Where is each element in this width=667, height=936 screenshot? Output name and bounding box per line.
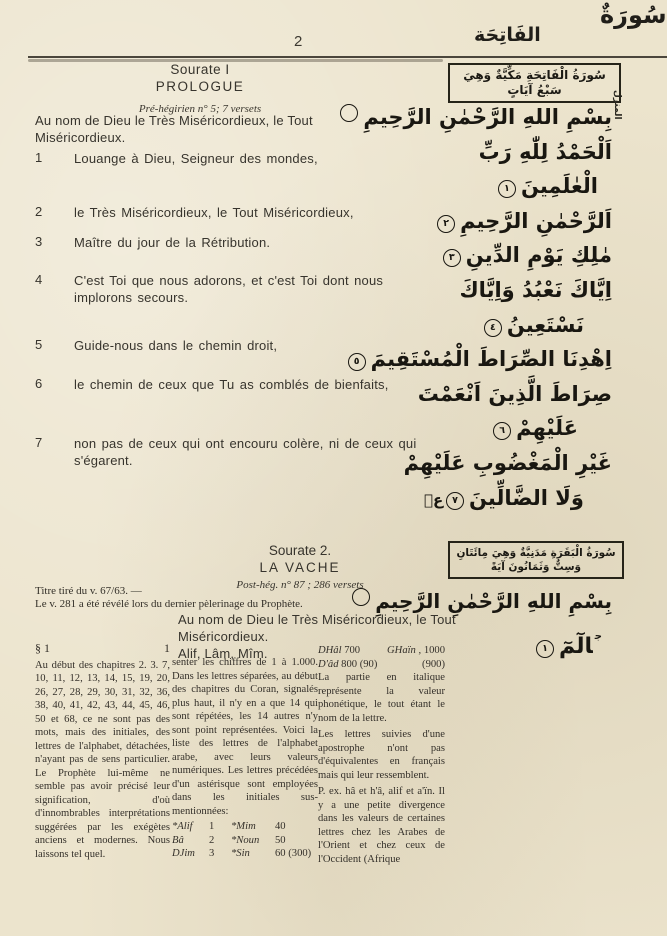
section-number: 1 xyxy=(164,641,170,655)
sourate2-basmala-fr: Au nom de Dieu le Très Miséricordieux, le Tout Miséricordieux. xyxy=(178,612,456,644)
quran-line-text: اِيَّاكَ نَعْبُدُ وَاِيَّاكَ xyxy=(459,277,612,302)
quran-line-text: صِرَاطَ الَّذِينَ اَنْعَمْتَ xyxy=(417,381,612,406)
sourate2-subtitle: LA VACHE xyxy=(259,560,341,575)
sourate2-arabic-header-box: سُورَةُ الْبَقَرَةِ مَدَنِيَّةٌ وَهِيَ مِائَتَانِ وَسِتٌّ وَثَمَانُونَ آيَةً xyxy=(448,541,624,579)
quran-line xyxy=(353,342,612,377)
quran-line-text: اَلْحَمْدُ لِلّٰهِ رَبِّ xyxy=(478,139,612,164)
verse-text: le Très Miséricordieux, le Tout Miséricordieux, xyxy=(74,204,354,220)
verse-number: 3 xyxy=(35,234,43,249)
quran-line xyxy=(424,481,612,516)
verse-text: Maître du jour de la Rétribution. xyxy=(74,235,271,250)
sourate1-arabic-header-box: سُورَةُ الْفَاتِحَةِ مَكِّيَّةٌ وَهِيَ سَبْعُ آيَاتٍ xyxy=(448,63,621,103)
ruku-section-mark: عۛ xyxy=(424,490,444,509)
quran-line-text: نَسْتَعِينُ xyxy=(506,312,584,337)
footnote-section-header xyxy=(35,642,170,656)
ayah-marker: ٥ xyxy=(348,353,366,371)
footnote-text: Au début des chapitres 2. 3. 7, 10, 11, 12, 13, 14, 15, 19, 20, 26, 27, 28, 29, 30, 31, 32, 36, 38, 40, 41, 42, 43, 44, 45, 46, 50 et 68, ce ne sont pas des mots, mais des initiales, des lettres de l'alphabet, détachées, n'ayant pas de sens particulier. Le Prophète lui-même ne semble pas avoir précisé leur signification, d'où d'innombrables interprétations suggérées par les exégètes anciens et modernes. Nous laissons tel quel. xyxy=(35,659,170,860)
letter-value: 40 xyxy=(275,821,286,832)
sourate2-title: Sourate 2. xyxy=(268,543,332,558)
quran-line xyxy=(424,238,612,273)
sourate1-note: Pré-hégirien n° 5; 7 versets xyxy=(138,103,262,115)
running-head-surah-name: الفَاتِحَة xyxy=(474,24,541,46)
sourate1-title: Sourate I xyxy=(170,62,230,77)
quran-line xyxy=(424,308,612,343)
verse-text: Guide-nous dans le chemin droit, xyxy=(74,337,278,353)
verse-number: 6 xyxy=(35,376,43,391)
fatiha-arabic-text xyxy=(353,100,612,515)
ayah-marker: ٧ xyxy=(446,492,464,510)
letter-value: 60 (300) xyxy=(275,848,312,859)
verse-row xyxy=(35,272,427,307)
section-symbol: § 1 xyxy=(35,641,50,655)
quran-line-text: اَلرَّحْمٰنِ الرَّحِيمِ xyxy=(460,208,612,233)
quran-line xyxy=(424,204,612,239)
letter-name: GHaïn , xyxy=(387,645,422,656)
ayah-marker: ١ xyxy=(498,180,516,198)
verse-number: 2 xyxy=(35,203,43,219)
footnote-column-1 xyxy=(35,642,170,861)
quran-line xyxy=(424,411,612,446)
verse-row xyxy=(35,234,427,252)
quran-line-text: بِسْمِ اللهِ الرَّحْمٰنِ الرَّحِيمِ xyxy=(375,589,612,613)
verse-number: 5 xyxy=(35,336,43,352)
letter-name: D'âd xyxy=(318,658,339,670)
letter-value: 700 xyxy=(344,645,361,656)
margin-note-arabic: المنزل xyxy=(612,90,622,120)
verse-text: non pas de ceux qui ont encouru colère, ni de ceux qui s'égarent. xyxy=(74,435,417,468)
verse-text: C'est Toi que nous adorons, et c'est Toi dont nous implorons secours. xyxy=(74,272,384,305)
letter-value: (900) xyxy=(422,658,445,670)
letter-name: *Alif xyxy=(172,821,193,832)
table-row xyxy=(318,658,445,672)
sourate2-margin-note-2: Le v. 281 a été révélé lors du dernier pèlerinage du Prophète. xyxy=(35,598,303,610)
sourate2-bismillah-arabic xyxy=(375,588,612,613)
running-head-surah-word: سُورَةٌ xyxy=(600,1,667,29)
sourate2-initials-arabic xyxy=(430,631,612,659)
quran-line-text: وَلَا الضَّالِّينَ xyxy=(468,485,584,510)
footnote-text: La partie en italique représente la valeur phonétique, le tout étant le nom de la lettre. xyxy=(318,672,445,724)
quran-line xyxy=(424,169,612,204)
footnote-column-2 xyxy=(172,656,318,861)
ayah-marker xyxy=(352,588,370,606)
ayah-marker: ٦ xyxy=(493,422,511,440)
sourate1-verses xyxy=(35,150,427,470)
juz-mark: ج xyxy=(594,631,602,642)
verse-text: le chemin de ceux que Tu as comblés de bienfaits, xyxy=(74,377,389,392)
table-row xyxy=(172,834,318,848)
footnote-text: P. ex. hâ et h'â, alif et a'ïn. Il y a une petite divergence dans les valeurs de certaines lettres chez les Arabes de l'Orient et chez ceux de l'Occident (Afrique xyxy=(318,786,445,865)
verse-row xyxy=(35,435,427,470)
quran-line-text: مٰلِكِ يَوْمِ الدِّينِ xyxy=(465,243,612,268)
letter-name: DJim xyxy=(172,848,195,859)
quran-line xyxy=(403,446,612,481)
quran-line xyxy=(424,135,612,170)
page-number: 2 xyxy=(294,33,303,50)
letter-value-table xyxy=(172,820,318,861)
table-row xyxy=(172,820,318,834)
quran-line-text: غَيْرِ الْمَغْضُوبِ عَلَيْهِمْ xyxy=(403,450,612,475)
footnote-column-3 xyxy=(318,644,445,869)
letter-value: 1 xyxy=(209,821,215,832)
quran-line-text: اِهْدِنَا الصِّرَاطَ الْمُسْتَقِيمَ xyxy=(370,347,612,372)
quran-line-text: الْعٰلَمِينَ xyxy=(520,174,598,199)
letter-value: 3 xyxy=(209,848,215,859)
sourate2-note: Post-hég. n° 87 ; 286 versets xyxy=(236,579,364,591)
letter-name: *Noun xyxy=(231,834,260,846)
letter-value: 800 (90) xyxy=(341,658,378,670)
verse-number: 1 xyxy=(35,150,43,165)
letter-name: *Mim xyxy=(231,821,256,832)
sourate2-initials-fr: Alif, Lâm, Mîm. xyxy=(178,646,268,661)
table-row xyxy=(172,847,318,861)
ayah-marker: ٤ xyxy=(484,319,502,337)
quran-line-text: بِسْمِ اللهِ الرَّحْمٰنِ الرَّحِيمِ xyxy=(363,105,612,129)
letter-value: 2 xyxy=(209,834,215,846)
verse-number: 4 xyxy=(35,271,43,287)
header-rule xyxy=(28,56,667,58)
letter-name: *Sin xyxy=(231,848,250,859)
verse-row xyxy=(35,150,427,168)
sourate1-subtitle: PROLOGUE xyxy=(155,79,245,94)
quran-line xyxy=(417,377,612,412)
quran-line xyxy=(424,273,612,308)
footnote-text: senter les chiffres de 1 à 1.000. Dans les lettres séparées, au début des chapitres du Coran, signalés plus haut, il n'y en a que 14 qui sont répétées, les 14 autres n'y sont point représentées. Voici la liste des lettres de l'alphabet arabe, avec leurs valeurs numériques. Les lettres précédées d'un astérisque sont employées dans les initiales sus-mentionnées: xyxy=(172,657,318,817)
sourate2-margin-note-1: Titre tiré du v. 67/63. — xyxy=(35,585,142,597)
quran-line xyxy=(363,100,612,135)
footnote-text: Les lettres suivies d'une apostrophe n'ont pas d'équivalentes en français mais qui leur ressemblent. xyxy=(318,729,445,781)
verse-number: 7 xyxy=(35,434,43,450)
ayah-marker: ٢ xyxy=(437,215,455,233)
letter-value: 50 xyxy=(275,834,286,846)
sourate1-basmala-fr: Au nom de Dieu le Très Miséricordieux, le Tout Miséricordieux. xyxy=(35,113,313,145)
verse-text: Louange à Dieu, Seigneur des mondes, xyxy=(74,151,318,166)
letter-value: 1000 xyxy=(423,645,445,656)
quran-line-text: الٓمٓ xyxy=(559,634,593,659)
letter-name: Bâ xyxy=(172,834,184,846)
sourate1-title-block xyxy=(35,62,365,115)
verse-row xyxy=(35,204,427,222)
verse-row xyxy=(35,376,427,394)
sourate2-title-block xyxy=(185,543,415,591)
ayah-marker: ٣ xyxy=(443,249,461,267)
ayah-marker: ١ xyxy=(536,640,554,658)
letter-name: DHâl xyxy=(318,645,342,656)
table-row xyxy=(318,644,445,658)
quran-line-text: عَلَيْهِمْ xyxy=(516,416,578,441)
ayah-marker xyxy=(340,104,358,122)
